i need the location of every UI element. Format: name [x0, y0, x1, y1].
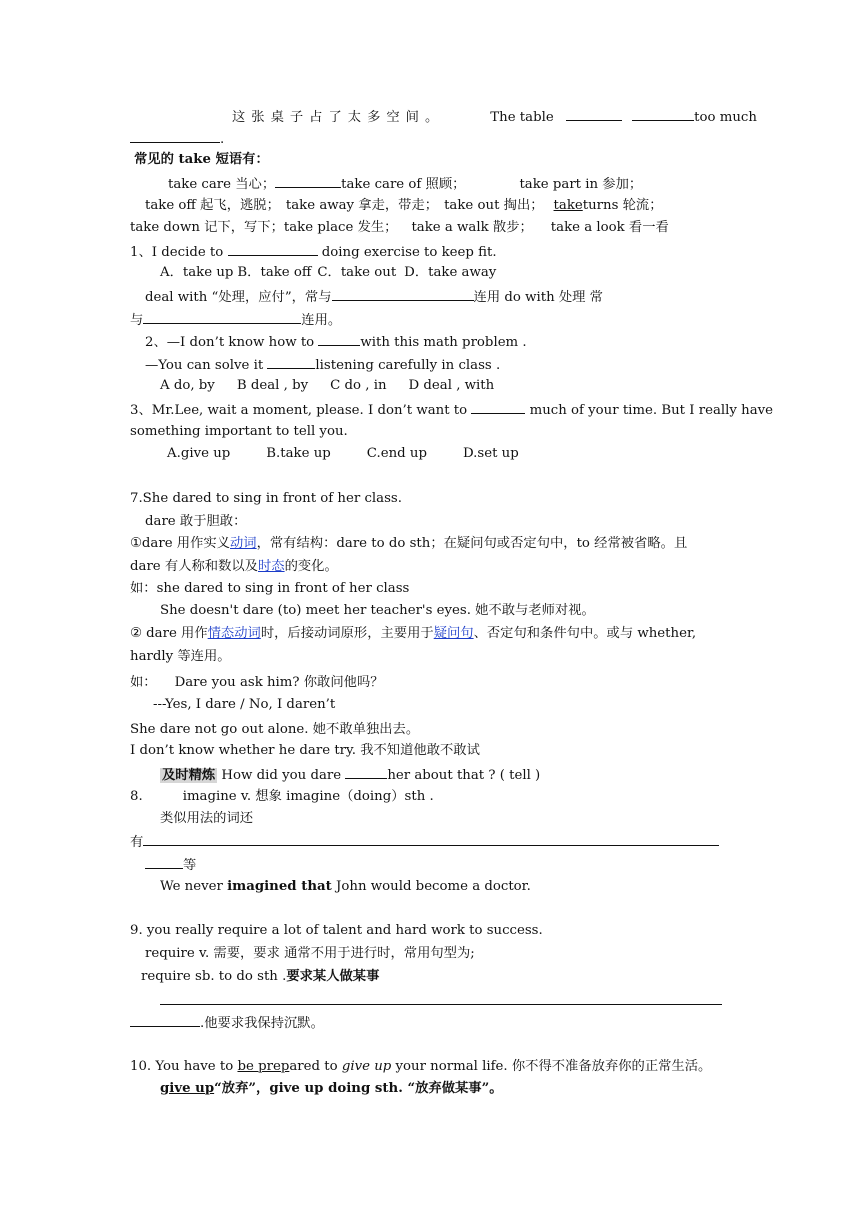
link-interrogative[interactable]: 疑问句: [433, 626, 474, 641]
section-7-point-2-cont: hardly 等连用。: [130, 649, 231, 664]
answer-blank[interactable]: [228, 242, 318, 256]
blank[interactable]: [332, 287, 474, 301]
option-c[interactable]: C do , in: [330, 378, 387, 393]
section-9-fill-1: [160, 991, 722, 1011]
example-5: She dare not go out alone. 她不敢单独出去。: [130, 722, 420, 737]
blank[interactable]: [160, 991, 722, 1005]
option-a[interactable]: A do, by: [160, 378, 215, 393]
option-d[interactable]: D．take away: [404, 265, 497, 280]
option-a[interactable]: A.give up: [167, 446, 231, 461]
question-3: 3、Mr.Lee, wait a moment, please. I don’t want to much of your time. But I really have: [130, 400, 773, 420]
answer-blank[interactable]: [318, 332, 360, 346]
section-9-title: 9. you really require a lot of talent and hard work to success.: [130, 923, 543, 938]
section-7-point-1: ①dare 用作实义动词，常有结构：dare to do sth；在疑问句或否定句中，to 经常被省略。且: [130, 536, 688, 551]
answer-blank[interactable]: [345, 765, 387, 779]
section-8-title: 8. imagine v. 想象 imagine（doing）sth .: [130, 789, 434, 804]
translation-line: 这张桌子占了太多空间。 The table too much: [232, 107, 757, 127]
blank[interactable]: [130, 129, 220, 143]
section-8-example: We never imagined that John would become a doctor.: [160, 879, 531, 894]
take-heading: 常见的 take 短语有：: [134, 152, 269, 167]
link-verb[interactable]: 动词: [230, 536, 257, 551]
section-7-definition: dare 敢于胆敢：: [145, 514, 247, 529]
section-9-fill-2: .他要求我保持沉默。: [130, 1013, 324, 1033]
take-row-3: take down 记下，写下；take place 发生； take a walk 散步； take a look 看一看: [130, 220, 669, 235]
blank[interactable]: [632, 107, 694, 121]
link-modal-verb[interactable]: 情态动词: [207, 626, 261, 641]
blank[interactable]: [143, 832, 719, 846]
question-3-options: [167, 445, 519, 463]
option-a[interactable]: A．take up: [160, 265, 234, 280]
translation-line-cont: .: [130, 129, 224, 149]
section-7-title: 7.She dared to sing in front of her class.: [130, 491, 402, 506]
deal-with-note: deal with “处理，应付”，常与 连用 do with 处理 常: [145, 287, 603, 307]
blank[interactable]: [566, 107, 622, 121]
section-10-title: 10. You have to be prepared to give up your normal life. 你不得不准备放弃你的正常生活。: [130, 1059, 712, 1074]
section-7-point-1-cont: dare 有人称和数以及时态的变化。: [130, 559, 338, 574]
take-row-1: take care 当心； take care of 照顾； take part in 参加；: [168, 174, 642, 194]
option-c[interactable]: C.end up: [366, 446, 427, 461]
answer-blank[interactable]: [267, 355, 315, 369]
option-d[interactable]: D deal , with: [408, 378, 495, 393]
option-b[interactable]: B deal , by: [236, 378, 309, 393]
drill-label: 及时精炼: [162, 768, 216, 783]
option-b[interactable]: B.take up: [266, 446, 331, 461]
option-d[interactable]: D.set up: [462, 446, 519, 461]
question-1-options: [160, 264, 496, 282]
option-b[interactable]: B．take off: [237, 265, 312, 280]
example-4: ---Yes, I dare / No, I daren’t: [153, 697, 336, 712]
example-6: I don’t know whether he dare try. 我不知道他敢不敢试: [130, 743, 480, 758]
blank[interactable]: [145, 855, 183, 869]
question-2-line-2: —You can solve it listening carefully in class .: [145, 355, 500, 375]
answer-blank[interactable]: [471, 400, 525, 414]
question-2-options: [160, 377, 494, 395]
option-c[interactable]: C．take out: [317, 265, 397, 280]
section-9-definition: require v. 需要，要求 通常不用于进行时，常用句型为;: [145, 946, 475, 961]
question-3-line-2: something important to tell you.: [130, 424, 348, 439]
example-2: She doesn't dare (to) meet her teacher's eyes. 她不敢与老师对视。: [160, 603, 595, 618]
drill-line: 及时精炼 How did you dare her about that ? ( tell ): [160, 765, 540, 785]
example-1: 如：she dared to sing in front of her class: [130, 581, 410, 596]
section-7-point-2: ② dare 用作情态动词时，后接动词原形，主要用于疑问句、否定句和条件句中。或与 whether,: [130, 626, 697, 641]
deal-with-note-cont: 与 连用。: [130, 310, 341, 330]
example-3: 如： Dare you ask him? 你敢问他吗？: [130, 675, 384, 690]
question-1: 1、I decide to doing exercise to keep fit.: [130, 242, 497, 262]
section-8-fill-2: 等: [145, 855, 196, 875]
question-2: 2、—I don’t know how to with this math problem .: [145, 332, 527, 352]
blank[interactable]: [143, 310, 301, 324]
section-10-note: give up“放弃”，give up doing sth. “放弃做某事”。: [160, 1081, 503, 1096]
take-row-2: take off 起飞，逃脱； take away 拿走，带走； take out 掏出； taketurns 轮流；: [145, 198, 663, 213]
link-tense[interactable]: 时态: [257, 559, 285, 574]
section-8-fill-1: 有: [130, 832, 719, 852]
blank[interactable]: [130, 1013, 200, 1027]
section-8-similar: 类似用法的词还: [160, 811, 254, 826]
section-9-pattern: require sb. to do sth .要求某人做某事: [141, 969, 380, 984]
